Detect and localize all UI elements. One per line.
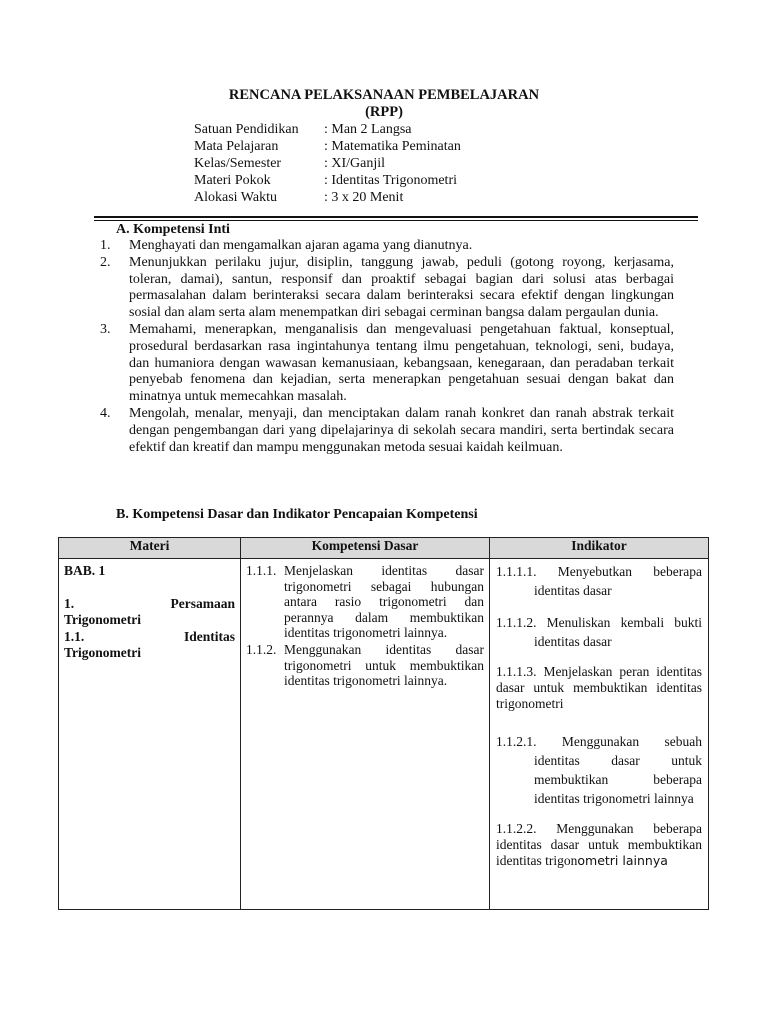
section-b-heading: B. Kompetensi Dasar dan Indikator Pencapaian Kompetensi [116, 507, 478, 522]
subtopic-line [64, 629, 235, 646]
indicator-text: Menggunakan beberapa identitas dasar untuk membuktikan identitas trigon [496, 821, 702, 868]
list-number: 1. [100, 238, 111, 253]
materi-cell [59, 559, 241, 910]
indicator-text-end: ometri lainnya [577, 853, 668, 868]
indicator-text: Menuliskan kembali bukti identitas dasar [534, 615, 702, 649]
info-label: Kelas/Semester [194, 156, 282, 171]
section-a-heading: A. Kompetensi Inti [116, 222, 230, 237]
list-item [246, 563, 484, 641]
info-row [194, 155, 461, 172]
info-value: : XI/Ganjil [324, 156, 386, 171]
info-row [194, 172, 461, 189]
kd-text: Menggunakan identitas dasar trigonometri untuk membuktikan identitas trigonometri lainnya. [284, 641, 484, 689]
topic-word: Persamaan [170, 595, 235, 611]
indicator-number: 1.1.1.1. [496, 564, 537, 579]
topic-number: 1. [64, 595, 75, 611]
kompetensi-inti-list [100, 238, 674, 456]
info-value: : Matematika Peminatan [324, 139, 461, 154]
info-row [194, 121, 461, 138]
kd-number: 1.1.1. [246, 563, 277, 578]
list-text: Memahami, menerapkan, menganalisis dan mengevaluasi pengetahuan faktual, konseptual, prosedural berdasarkan rasa ingintahunya tentang ilmu pengetahuan, teknologi, seni, budaya, dan humaniora dengan wawasan kemanusiaan, kebangsaan, kenegaraan, dan peradaban terkait penyebab fenomena dan kejadian, serta menerapkan pengetahuan sesuai dengan bakat dan minatnya untuk memecahkan masalah. [129, 321, 674, 405]
info-value: : Identitas Trigonometri [324, 173, 457, 188]
indicator-number: 1.1.2.1. [496, 734, 537, 749]
list-item [100, 255, 674, 322]
info-label: Satuan Pendidikan [194, 122, 299, 137]
indicator-line [496, 613, 702, 651]
list-item [496, 562, 702, 600]
list-item [246, 642, 484, 689]
kompetensi-dasar-cell [241, 559, 490, 910]
column-header-kompetensi-dasar: Kompetensi Dasar [241, 538, 490, 559]
list-item [496, 613, 702, 651]
list-item [100, 406, 674, 456]
indicator-text: Menyebutkan beberapa identitas dasar [534, 564, 702, 598]
list-text: Menunjukkan perilaku jujur, disiplin, tanggung jawab, peduli (gotong royong, kerjasama, toleran, damai), santun, responsif dan proaktif sebagai bagian dari solusi atas berbagai permasalahan dalam berinteraksi secara dalam berinteraksi secara efektif dengan lingkungan sosial dan alam serta alam menempatkan diri sebagai cerminan bangsa dalam pergaulan dunia. [129, 254, 674, 321]
table-header-row [59, 538, 709, 559]
indicator-line [496, 562, 702, 600]
subtopic-number: 1.1. [64, 628, 85, 644]
topic-line [64, 596, 235, 613]
info-row [194, 189, 461, 206]
list-number: 2. [100, 254, 111, 270]
competency-table [58, 537, 709, 910]
column-header-materi: Materi [59, 538, 241, 559]
subtopic-word: Trigonometri [64, 645, 141, 660]
double-rule-top [94, 216, 698, 218]
indicator-line [496, 732, 702, 808]
info-label: Mata Pelajaran [194, 139, 279, 154]
list-number: 4. [100, 405, 111, 421]
subtopic-word: Identitas [183, 628, 235, 644]
list-item [496, 732, 702, 808]
list-item [496, 821, 702, 869]
indikator-cell [490, 559, 709, 910]
indicator-text: Menjelaskan peran identitas dasar untuk membuktikan identitas trigonometri [496, 664, 702, 711]
info-label: Materi Pokok [194, 173, 271, 188]
double-rule-bottom [94, 220, 698, 221]
table-row [59, 559, 709, 910]
document-subtitle: (RPP) [365, 104, 403, 120]
info-value: : Man 2 Langsa [324, 122, 412, 137]
indicator-number: 1.1.2.2. [496, 821, 537, 836]
indicator-number: 1.1.1.2. [496, 615, 537, 630]
document-title: RENCANA PELAKSANAAN PEMBELAJARAN [228, 87, 540, 103]
list-text: Mengolah, menalar, menyaji, dan menciptakan dalam ranah konkret dan ranah abstrak terkait dengan pengembangan dari yang dipelajarinya di sekolah secara mandiri, serta bertindak secara efektif dan kreatif dan mampu menggunakan metoda sesuai kaidah keilmuan. [129, 405, 674, 455]
chapter-label: BAB. 1 [64, 563, 106, 578]
info-label: Alokasi Waktu [194, 190, 277, 205]
list-item [496, 664, 702, 712]
list-item [100, 322, 674, 406]
identity-block [194, 121, 461, 206]
kd-number: 1.1.2. [246, 641, 277, 657]
topic-word: Trigonometri [64, 612, 141, 627]
column-header-indikator: Indikator [490, 538, 709, 559]
info-row [194, 138, 461, 155]
list-number: 3. [100, 321, 111, 337]
list-item [100, 238, 674, 255]
list-text: Menghayati dan mengamalkan ajaran agama yang dianutnya. [129, 238, 473, 253]
indicator-text: Menggunakan sebuah identitas dasar untuk membuktikan beberapa identitas trigonometri lainnya [534, 734, 702, 806]
kd-text: Menjelaskan identitas dasar trigonometri sebagai hubungan antara rasio trigonometri dan perannya dalam membuktikan identitas trigonometri lainnya. [284, 563, 484, 641]
info-value: : 3 x 20 Menit [324, 190, 404, 205]
indicator-number: 1.1.1.3. [496, 664, 537, 679]
